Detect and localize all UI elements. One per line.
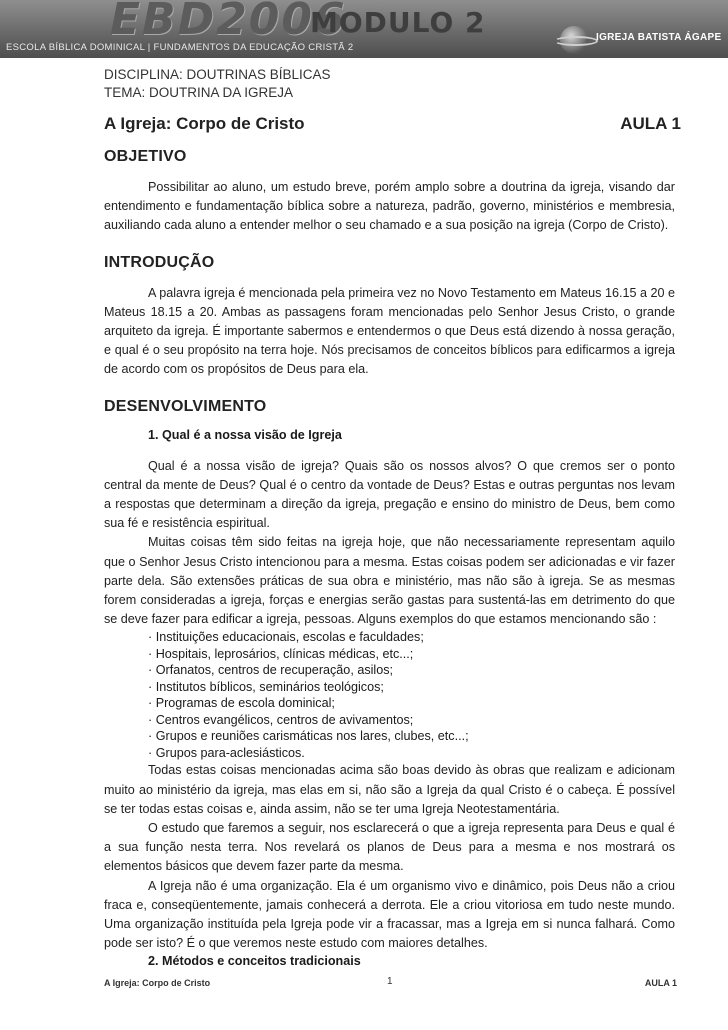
tema-line: TEMA: DOUTRINA DA IGREJA [104,85,294,100]
header-banner [0,0,728,58]
introducao-text: A palavra igreja é mencionada pela primeira vez no Novo Testamento em Mateus 16.15 a 20 e Mateus 18.15 a 20. Ambas as passagens foram mencionadas pelo Senhor Jesus Cristo, o grande arquiteto da igreja. É importante sabermos e entendermos o que Deus está dizendo à nossa geração, e qual é o seu propósito na terra hoje. Nós precisamos de conceitos bíblicos para edificarmos a igreja de acordo com os propósitos de Deus para ela. [104,285,675,377]
banner-title: EBD2006 [110,0,347,45]
banner-module: MODULO 2 [310,6,486,39]
globe-logo-icon [560,26,588,54]
list-item: · Grupos para-aclesiásticos. [104,745,675,762]
subheading-2: 2. Métodos e conceitos tradicionais [148,954,361,969]
introducao-heading: INTRODUÇÃO [104,253,215,271]
section-desenvolvimento [104,398,675,970]
page-footer [104,978,675,988]
list-item: · Hospitais, leprosários, clínicas médicas, etc...; [104,646,675,663]
lesson-title: A Igreja: Corpo de Cristo [104,114,305,133]
objetivo-text: Possibilitar ao aluno, um estudo breve, porém amplo sobre a doutrina da igreja, visando dar entendimento e fundamentação bíblica sobre a natureza, padrão, governo, ministérios e membresia, auxiliando cada aluno a entender melhor o seu chamado e a sua posição na igreja (Corpo de Cristo). [104,180,675,233]
list-item: · Programas de escola dominical; [104,695,675,712]
title-row [104,114,681,136]
lesson-meta [104,66,675,102]
disciplina-line: DISCIPLINA: DOUTRINAS BÍBLICAS [104,67,331,82]
desenvolvimento-heading: DESENVOLVIMENTO [104,397,267,415]
church-name: IGREJA BATISTA ÁGAPE [596,32,722,43]
list-item: · Grupos e reuniões carismáticas nos lares, clubes, etc...; [104,728,675,745]
list-item: · Centros evangélicos, centros de avivamentos; [104,712,675,729]
list-item: · Orfanatos, centros de recuperação, asilos; [104,662,675,679]
footer-title: A Igreja: Corpo de Cristo [104,978,211,988]
section-objetivo [104,148,675,236]
page-number: 1 [387,976,393,987]
lesson-number: AULA 1 [620,114,681,133]
objetivo-heading: OBJETIVO [104,148,187,165]
list-item: · Instituições educacionais, escolas e faculdades; [104,629,675,646]
subheading-1: 1. Qual é a nossa visão de Igreja [148,427,342,442]
paragraph-3: Todas estas coisas mencionadas acima são boas devido às obras que realizam e adicionam muito ao ministério da igreja, mas elas em si, não são a Igreja da qual Cristo é o cabeça. É possível se ter todas estas coisas e, ainda assim, não se ter uma Igreja Neotestamentária. [104,763,675,816]
banner-subtitle: ESCOLA BÍBLICA DOMINICAL | FUNDAMENTOS DA EDUCAÇÃO CRISTÃ 2 [6,42,354,53]
paragraph-4: O estudo que faremos a seguir, nos esclarecerá o que a igreja representa para Deus e qual é a sua função nesta terra. Nos revelará os planos de Deus para a mesma e nos mostrará os elementos básicos que devem fazer parte da mesma. [104,821,675,874]
footer-aula: AULA 1 [644,978,677,988]
paragraph-2: Muitas coisas têm sido feitas na igreja hoje, que não necessariamente representam aquilo que o Senhor Jesus Cristo intencionou para a mesma. Estas coisas podem ser adicionadas e vir fazer parte dela. São extensões práticas de sua obra e ministério, mas não são à igreja. Se as mesmas forem consideradas a igreja, forças e energias serão gastas para sustentá-las em detrimento do que se deve fazer para edificar a igreja, pessoas. Alguns exemplos do que estamos mencionando são : [104,535,675,627]
examples-list [104,629,675,761]
document-body [104,66,681,969]
section-introducao [104,254,675,380]
list-item: · Institutos bíblicos, seminários teológicos; [104,679,675,696]
paragraph-5: A Igreja não é uma organização. Ela é um organismo vivo e dinâmico, pois Deus não a criou fraca e, conseqüentemente, jamais conhecerá a derrota. Ele a criou vitoriosa em tudo neste mundo. Uma organização instituída pela Igreja pode vir a fracassar, mas a Igreja em si nunca falhará. Como pode ser isto? É o que veremos neste estudo com maiores detalhes. [104,878,675,951]
paragraph-1: Qual é a nossa visão de igreja? Quais são os nossos alvos? O que cremos ser o ponto central da mente de Deus? Qual é o centro da vontade de Deus? Estas e outras perguntas nos levam a respostas que determinam a direção da igreja, pregação e ensino do ministro de Deus, bem como sua fé e resistência espiritual. [104,458,675,531]
